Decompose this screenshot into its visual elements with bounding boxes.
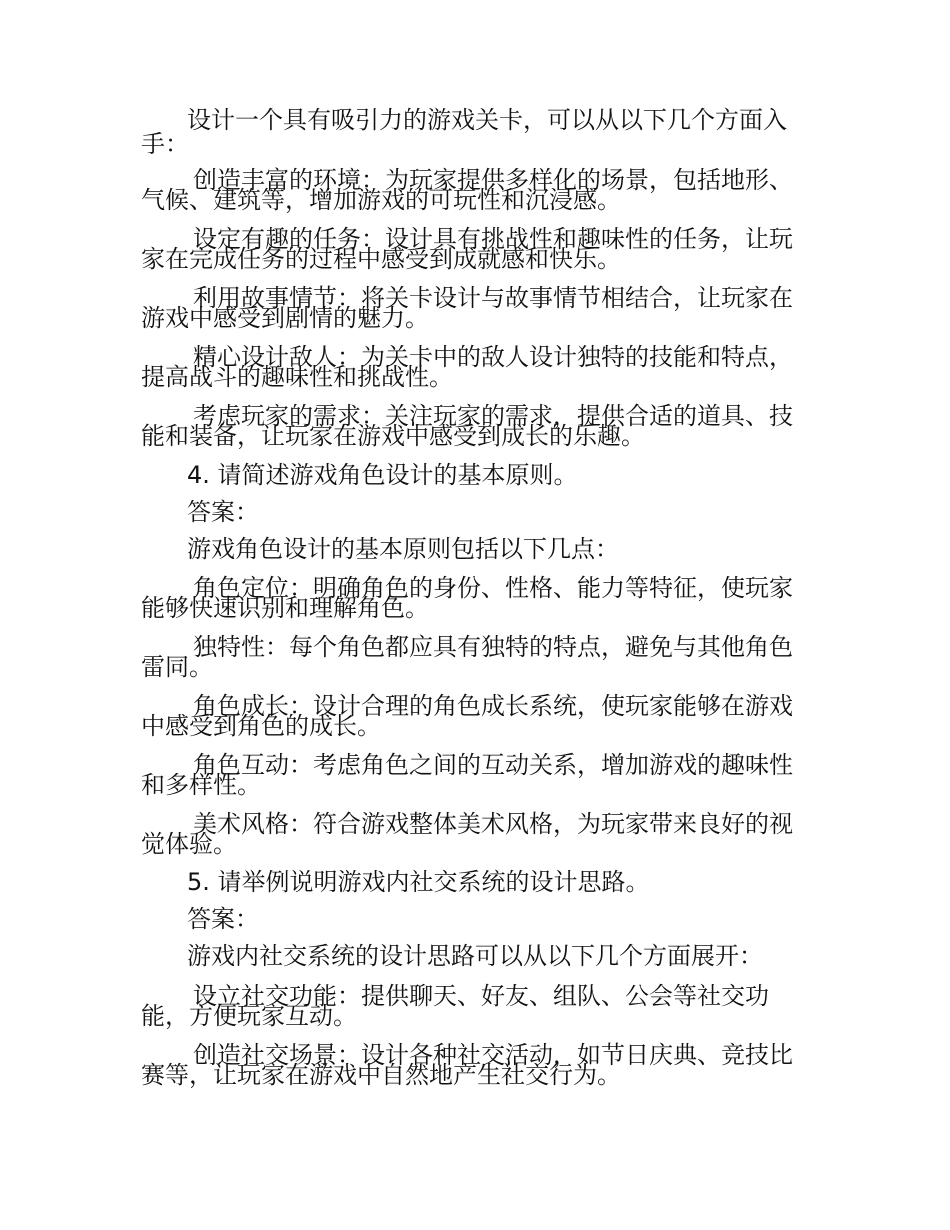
role-principle-positioning: 角色定位：明确角色的身份、性格、能力等特征，使玩家能够快速识别和理解角色。: [141, 574, 793, 622]
question-4-answer-label: 答案：: [187, 498, 259, 526]
question-4: 4. 请简述游戏角色设计的基本原则。: [187, 461, 578, 489]
social-design-point-scenes: 创造社交场景：设计各种社交活动，如节日庆典、竞技比赛等，让玩家在游戏中自然地产生社交行为。: [141, 1041, 793, 1089]
level-design-point-enemies: 精心设计敌人：为关卡中的敌人设计独特的技能和特点，提高战斗的趣味性和挑战性。: [141, 343, 793, 391]
social-design-point-features: 设立社交功能：提供聊天、好友、组队、公会等社交功能，方便玩家互动。: [141, 982, 769, 1030]
question-5-answer-intro: 游戏内社交系统的设计思路可以从以下几个方面展开：: [187, 942, 763, 970]
role-principle-growth: 角色成长：设计合理的角色成长系统，使玩家能够在游戏中感受到角色的成长。: [141, 692, 793, 740]
level-design-point-environment: 创造丰富的环境：为玩家提供多样化的场景，包括地形、气候、建筑等，增加游戏的可玩性和沉浸感。: [141, 166, 793, 214]
level-design-point-player-needs: 考虑玩家的需求：关注玩家的需求，提供合适的道具、技能和装备，让玩家在游戏中感受到成长的乐趣。: [141, 402, 793, 450]
level-design-point-story: 利用故事情节：将关卡设计与故事情节相结合，让玩家在游戏中感受到剧情的魅力。: [141, 284, 793, 332]
question-5-answer-label: 答案：: [187, 905, 259, 933]
intro-paragraph: 设计一个具有吸引力的游戏关卡，可以从以下几个方面入手：: [141, 106, 787, 158]
role-principle-art-style: 美术风格：符合游戏整体美术风格，为玩家带来良好的视觉体验。: [141, 810, 793, 858]
question-4-answer-intro: 游戏角色设计的基本原则包括以下几点：: [187, 535, 619, 563]
role-principle-interaction: 角色互动：考虑角色之间的互动关系，增加游戏的趣味性和多样性。: [141, 751, 793, 799]
question-5: 5. 请举例说明游戏内社交系统的设计思路。: [187, 868, 650, 896]
level-design-point-tasks: 设定有趣的任务：设计具有挑战性和趣味性的任务，让玩家在完成任务的过程中感受到成就感和快乐。: [141, 225, 793, 273]
role-principle-uniqueness: 独特性：每个角色都应具有独特的特点，避免与其他角色雷同。: [141, 633, 793, 681]
